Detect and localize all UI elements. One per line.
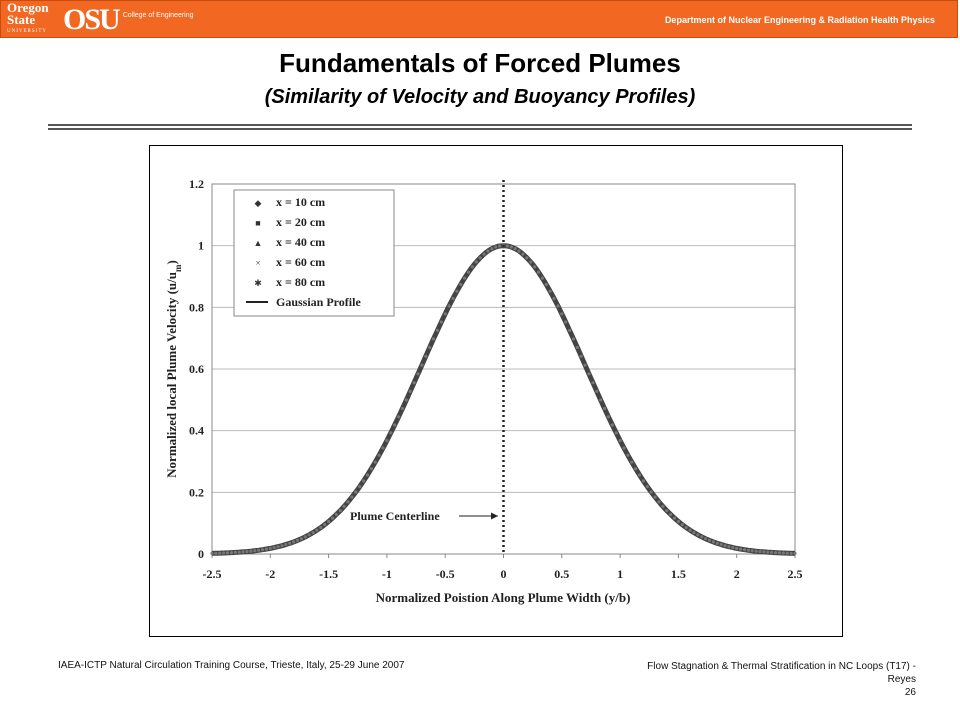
data-point — [751, 549, 754, 552]
y-tick-label: 0.8 — [189, 300, 204, 315]
data-point — [226, 551, 229, 554]
data-point — [455, 290, 458, 293]
data-point — [790, 552, 793, 555]
data-point — [401, 407, 404, 410]
data-point — [331, 517, 334, 520]
data-point — [459, 283, 462, 286]
data-point — [374, 461, 377, 464]
data-point — [545, 283, 548, 286]
data-point — [587, 372, 590, 375]
legend-marker: ▲ — [253, 238, 263, 248]
data-point — [463, 277, 466, 280]
data-point — [591, 381, 594, 384]
data-point — [428, 346, 431, 349]
x-tick-label: 1 — [617, 567, 624, 581]
data-point — [646, 485, 649, 488]
data-point — [677, 520, 680, 523]
data-point — [758, 550, 761, 553]
data-point — [273, 546, 276, 549]
data-point — [432, 337, 435, 340]
data-point — [642, 479, 645, 482]
data-point — [747, 549, 750, 552]
data-point — [312, 531, 315, 534]
data-point — [222, 551, 225, 554]
footer-topic-line-1: Flow Stagnation & Thermal Stratification in NC Loops (T17) - — [647, 661, 916, 672]
data-point — [280, 544, 283, 547]
data-point — [654, 496, 657, 499]
data-point — [424, 355, 427, 358]
data-point — [723, 544, 726, 547]
data-point — [584, 364, 587, 367]
data-point — [552, 297, 555, 300]
data-point — [603, 407, 606, 410]
data-point — [700, 535, 703, 538]
data-point — [335, 513, 338, 516]
y-tick-label: 0.2 — [189, 485, 204, 500]
data-point — [214, 552, 217, 555]
data-point — [731, 546, 734, 549]
annotation-label: Plume Centerline — [350, 509, 440, 523]
data-point — [529, 260, 532, 263]
data-point — [475, 260, 478, 263]
data-point — [743, 548, 746, 551]
osu-logo — [7, 0, 194, 37]
data-point — [370, 467, 373, 470]
footer-topic — [556, 660, 916, 699]
data-point — [556, 304, 559, 307]
data-point — [486, 250, 489, 253]
data-point — [607, 415, 610, 418]
data-point — [284, 543, 287, 546]
logo-text-university: UNIVERSITY — [7, 29, 47, 34]
data-point — [479, 256, 482, 259]
data-point — [626, 454, 629, 457]
y-tick-label: 1.2 — [189, 177, 204, 191]
x-tick-label: -1.5 — [319, 567, 339, 581]
velocity-profile-chart — [150, 146, 842, 636]
data-point — [720, 543, 723, 546]
data-point — [304, 535, 307, 538]
y-tick-label: 0.6 — [189, 362, 204, 376]
data-point — [253, 549, 256, 552]
data-point — [277, 545, 280, 548]
data-point — [265, 548, 268, 551]
logo-text-osu: OSU — [63, 3, 119, 36]
data-point — [689, 529, 692, 532]
chart-frame — [149, 145, 843, 637]
data-point — [249, 550, 252, 553]
data-point — [510, 245, 513, 248]
x-tick-label: -0.5 — [435, 567, 455, 581]
logo-text-college: College of Engineering — [122, 11, 194, 19]
data-point — [708, 539, 711, 542]
x-tick-label: 1.5 — [670, 567, 686, 581]
data-point — [300, 537, 303, 540]
legend-marker: ◆ — [254, 198, 262, 208]
data-point — [490, 247, 493, 250]
data-point — [696, 533, 699, 536]
data-point — [665, 509, 668, 512]
header-banner — [0, 0, 958, 38]
data-point — [657, 500, 660, 503]
data-point — [541, 277, 544, 280]
data-point — [327, 520, 330, 523]
data-point — [576, 346, 579, 349]
data-point — [416, 372, 419, 375]
data-point — [580, 355, 583, 358]
data-point — [517, 250, 520, 253]
y-tick-label: 0 — [198, 547, 204, 561]
legend-label: x = 20 cm — [276, 215, 326, 229]
legend-label: x = 60 cm — [276, 255, 326, 269]
data-point — [354, 490, 357, 493]
legend-label: x = 10 cm — [276, 195, 326, 209]
data-point — [467, 271, 470, 274]
data-point — [622, 446, 625, 449]
data-point — [619, 439, 622, 442]
data-point — [568, 329, 571, 332]
data-point — [630, 461, 633, 464]
data-point — [393, 423, 396, 426]
data-point — [319, 526, 322, 529]
legend-label: Gaussian Profile — [276, 295, 361, 309]
title-divider — [48, 124, 912, 126]
data-point — [739, 548, 742, 551]
page-number: 26 — [904, 687, 916, 698]
data-point — [615, 431, 618, 434]
data-point — [389, 431, 392, 434]
x-tick-label: 0.5 — [554, 567, 570, 581]
data-point — [346, 500, 349, 503]
legend-marker: ✱ — [254, 278, 262, 288]
data-point — [436, 329, 439, 332]
data-point — [692, 531, 695, 534]
data-point — [292, 540, 295, 543]
annotation-arrowhead — [491, 513, 498, 520]
data-point — [261, 548, 264, 551]
data-point — [774, 551, 777, 554]
data-point — [634, 467, 637, 470]
data-point — [343, 505, 346, 508]
data-point — [234, 551, 237, 554]
x-tick-label: -2.5 — [202, 567, 222, 581]
data-point — [440, 320, 443, 323]
data-point — [210, 552, 213, 555]
data-point — [599, 398, 602, 401]
data-point — [218, 552, 221, 555]
data-point — [533, 265, 536, 268]
data-point — [385, 439, 388, 442]
x-tick-label: 0 — [500, 567, 507, 581]
legend-label: x = 80 cm — [276, 275, 326, 289]
data-point — [238, 551, 241, 554]
data-point — [537, 271, 540, 274]
data-point — [315, 529, 318, 532]
data-point — [766, 551, 769, 554]
data-point — [405, 398, 408, 401]
data-point — [704, 537, 707, 540]
data-point — [269, 547, 272, 550]
data-point — [786, 552, 789, 555]
centerline-annotation — [350, 509, 498, 523]
title-divider — [48, 128, 912, 130]
data-point — [727, 545, 730, 548]
data-point — [669, 513, 672, 516]
data-point — [362, 479, 365, 482]
logo-text-oregon-state: Oregon State — [7, 0, 49, 27]
legend — [234, 190, 394, 316]
legend-marker: ■ — [255, 218, 261, 228]
data-point — [564, 320, 567, 323]
data-point — [521, 253, 524, 256]
data-point — [242, 550, 245, 553]
y-tick-label: 0.4 — [189, 423, 204, 438]
data-point — [420, 364, 423, 367]
data-point — [782, 551, 785, 554]
data-point — [381, 446, 384, 449]
data-point — [549, 290, 552, 293]
footer-author: Reyes — [887, 674, 916, 685]
data-point — [483, 253, 486, 256]
data-point — [257, 549, 260, 552]
data-point — [494, 245, 497, 248]
data-point — [498, 244, 501, 247]
data-point — [471, 265, 474, 268]
data-point — [308, 533, 311, 536]
footer-course: IAEA-ICTP Natural Circulation Training Course, Trieste, Italy, 25-29 June 2007 — [58, 660, 405, 671]
data-point — [230, 551, 233, 554]
data-point — [755, 550, 758, 553]
data-point — [378, 454, 381, 457]
data-point — [611, 423, 614, 426]
slide-title: Fundamentals of Forced Plumes — [279, 48, 681, 78]
legend-label: x = 40 cm — [276, 235, 326, 249]
data-point — [358, 485, 361, 488]
data-point — [451, 297, 454, 300]
data-point — [572, 337, 575, 340]
data-point — [793, 552, 796, 555]
x-tick-label: 2.5 — [787, 567, 803, 581]
data-point — [413, 381, 416, 384]
data-point — [296, 539, 299, 542]
data-point — [770, 551, 773, 554]
data-point — [525, 256, 528, 259]
data-point — [397, 415, 400, 418]
data-point — [716, 542, 719, 545]
data-point — [762, 550, 765, 553]
data-point — [681, 523, 684, 526]
slide-subtitle: (Similarity of Velocity and Buoyancy Profiles) — [264, 86, 696, 108]
data-point — [661, 505, 664, 508]
data-point — [514, 247, 517, 250]
data-point — [778, 551, 781, 554]
data-point — [323, 523, 326, 526]
data-point — [448, 304, 451, 307]
department-name: Department of Nuclear Engineering & Radiation Health Physics — [664, 15, 935, 25]
data-point — [339, 509, 342, 512]
x-tick-label: -2 — [265, 567, 276, 581]
data-point — [350, 496, 353, 499]
data-point — [560, 312, 563, 315]
data-point — [650, 490, 653, 493]
data-point — [595, 390, 598, 393]
data-point — [673, 517, 676, 520]
data-point — [444, 312, 447, 315]
data-point — [685, 526, 688, 529]
data-point — [712, 540, 715, 543]
data-point — [735, 547, 738, 550]
data-point — [245, 550, 248, 553]
legend-marker: × — [255, 258, 261, 268]
x-tick-label: -1 — [381, 567, 392, 581]
y-tick-label: 1 — [198, 238, 204, 253]
data-point — [409, 390, 412, 393]
x-tick-label: 2 — [733, 567, 740, 581]
data-point — [506, 244, 509, 247]
data-point — [638, 473, 641, 476]
y-axis-label: Normalized local Plume Velocity $(u/u_m)$ — [164, 260, 183, 478]
x-axis-label: Normalized Poistion Along Plume Width (y/b) — [375, 590, 631, 605]
data-point — [366, 473, 369, 476]
data-point — [288, 542, 291, 545]
